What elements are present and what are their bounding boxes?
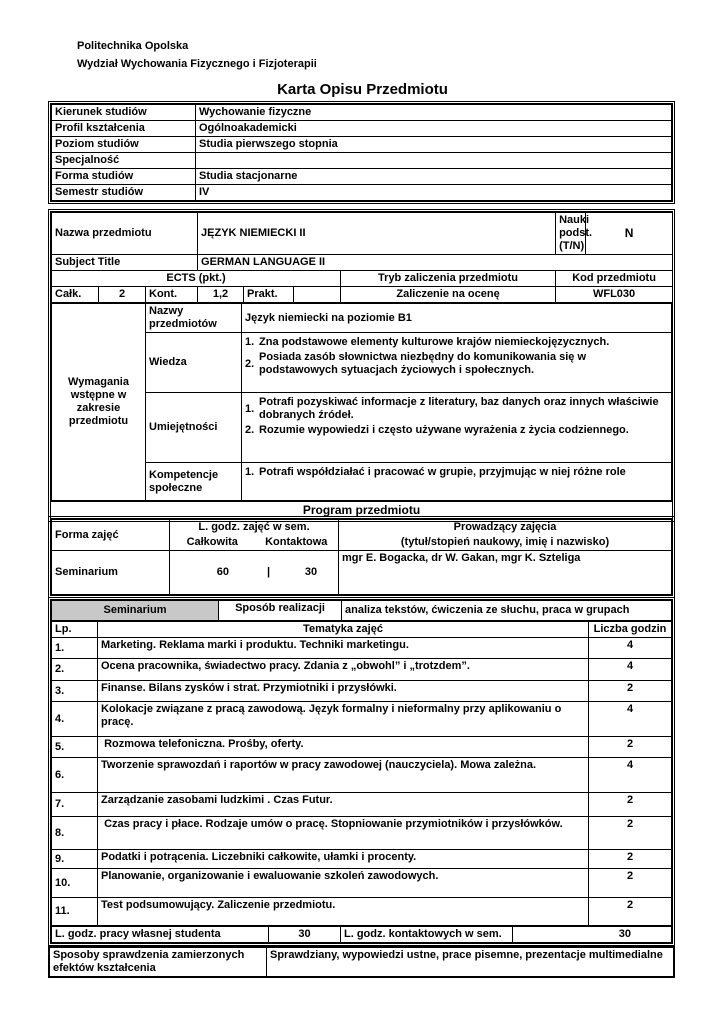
hours-label: L. godz. zajęć w sem. (170, 520, 339, 536)
hours-total-value: 60 (216, 566, 229, 578)
prereq-item-text: Zna podstawowe elementy kulturowe krajów niemieckojęzycznych. (259, 336, 610, 348)
topic-lp: 9. (52, 850, 98, 869)
document-title: Karta Opisu Przedmiotu (277, 81, 448, 98)
hours-values (170, 551, 339, 595)
topic-row (52, 898, 672, 926)
topic-text: Zarządzanie zasobami ludzkimi . Czas Futur. (98, 793, 589, 817)
skills-items (242, 393, 672, 463)
prereq-item (245, 351, 668, 377)
prereq-item-number: 2. (245, 424, 255, 436)
topic-hours: 4 (589, 659, 672, 681)
topic-lp: 1. (52, 638, 98, 659)
topic-row (52, 817, 672, 850)
assessment-table (49, 947, 674, 977)
topic-hours: 4 (589, 638, 672, 659)
basic-sciences-value: N (586, 213, 673, 255)
subject-code-label: Kod przedmiotu (556, 271, 673, 287)
topics-form: Seminarium (52, 601, 219, 621)
study-info-row (52, 121, 672, 137)
classes-frame (48, 516, 675, 598)
prereq-item-number: 1. (245, 402, 255, 415)
assessment-mode-label: Tryb zaliczenia przedmiotu (341, 271, 556, 287)
study-info-label: Profil kształcenia (52, 121, 196, 137)
prereq-item (245, 424, 668, 437)
topic-row (52, 702, 672, 737)
topic-row (52, 638, 672, 659)
assessment-mode-value: Zaliczenie na ocenę (341, 287, 556, 303)
topic-lp: 4. (52, 702, 98, 737)
prerequisites-label: Wymagania wstępne w zakresie przedmiotu (52, 304, 146, 501)
topic-text: Podatki i potrącenia. Liczebniki całkowite, ułamki i procenty. (98, 850, 589, 869)
social-competences-label: Kompetencje społeczne (146, 463, 242, 501)
prereq-item-text: Potrafi pozyskiwać informacje z literatury, baz danych oraz innych właściwie dobranych źródeł. (259, 396, 659, 421)
topic-hours: 2 (589, 850, 672, 869)
study-info-label: Specjalność (52, 153, 196, 169)
study-info-value: Studia pierwszego stopnia (196, 137, 672, 153)
topic-hours: 2 (589, 793, 672, 817)
topic-row (52, 737, 672, 758)
topic-hours: 2 (589, 737, 672, 758)
topic-hours: 2 (589, 681, 672, 702)
ects-practical-label: Prakt. (244, 287, 294, 303)
lecturers-value: mgr E. Bogacka, dr W. Gakan, mgr K. Szteliga (339, 551, 672, 595)
prereq-item-text: Posiada zasób słownictwa niezbędny do komunikowania się w podstawowych sytuacjach życiowych i społecznych. (259, 351, 587, 377)
method-label: Sposób realizacji (219, 601, 342, 621)
topic-text: Planowanie, organizowanie i ewaluowanie szkoleń zawodowych. (98, 869, 589, 898)
study-info-label: Poziom studiów (52, 137, 196, 153)
hours-contact-label: Kontaktowa (255, 535, 339, 551)
topic-lp: 5. (52, 737, 98, 758)
prereq-names-label: Nazwy przedmiotów (146, 304, 242, 333)
study-info-value: Studia stacjonarne (196, 169, 672, 185)
lecturer-sub-label: (tytuł/stopień naukowy, imię i nazwisko) (339, 535, 672, 551)
study-info-value: Ogólnoakademicki (196, 121, 672, 137)
topic-hours: 4 (589, 758, 672, 793)
prereq-item (245, 396, 668, 422)
subject-frame (48, 209, 675, 522)
topics-frame (48, 597, 675, 946)
assessment-methods-value: Sprawdziany, wypowiedzi ustne, prace pisemne, prezentacje multimedialne (267, 948, 674, 977)
topic-text: Kolokacje związane z pracą zawodową. Język formalny i nieformalny przy aplikowaniu o pracę. (98, 702, 589, 737)
topic-row (52, 681, 672, 702)
ects-total-label: Całk. (52, 287, 99, 303)
topic-text: Test podsumowujący. Zaliczenie przedmiotu. (98, 898, 589, 926)
topic-row (52, 850, 672, 869)
assessment-frame (48, 946, 675, 978)
ects-total-value: 2 (99, 287, 146, 303)
topic-row (52, 758, 672, 793)
study-info-row (52, 105, 672, 121)
prereq-item-text: Rozumie wypowiedzi i często używane wyrażenia z życia codziennego. (259, 424, 629, 436)
contact-hours-label: L. godz. kontaktowych w sem. (341, 927, 513, 943)
topic-text: Tworzenie sprawozdań i raportów w pracy zawodowej (nauczyciela). Mowa zależna. (98, 758, 589, 793)
topics-header-table (51, 600, 672, 621)
study-info-row (52, 137, 672, 153)
ects-label: ECTS (pkt.) (52, 271, 341, 287)
topic-text: Rozmowa telefoniczna. Prośby, oferty. (98, 737, 589, 758)
summary-table (51, 926, 672, 943)
hours-header: Liczba godzin (589, 622, 672, 638)
own-work-value: 30 (269, 927, 341, 943)
study-info-row (52, 185, 672, 201)
knowledge-items (242, 333, 672, 393)
subject-name-value: JĘZYK NIEMIECKI II (198, 213, 556, 255)
topic-lp: 3. (52, 681, 98, 702)
study-info-label: Forma studiów (52, 169, 196, 185)
topic-text: Ocena pracownika, świadectwo pracy. Zdania z „obwohl” i „trotzdem”. (98, 659, 589, 681)
study-info-row (52, 153, 672, 169)
topic-hours: 4 (589, 702, 672, 737)
ects-practical-value (294, 287, 341, 303)
contact-hours-value: 30 (513, 927, 672, 943)
topic-lp: 8. (52, 817, 98, 850)
study-info-value (196, 153, 672, 169)
prereq-item-number: 2. (245, 357, 255, 370)
study-info-table (51, 104, 672, 201)
knowledge-label: Wiedza (146, 333, 242, 393)
subject-table (51, 212, 673, 303)
subject-code-value: WFL030 (556, 287, 673, 303)
study-info-frame (48, 101, 675, 204)
lecturer-label: Prowadzący zajęcia (339, 520, 672, 536)
topic-lp: 11. (52, 898, 98, 926)
topic-lp: 7. (52, 793, 98, 817)
faculty-name: Wydział Wychowania Fizycznego i Fizjoterapii (77, 58, 317, 70)
skills-label: Umiejętności (146, 393, 242, 463)
form-value: Seminarium (52, 551, 170, 595)
classes-table (51, 519, 672, 595)
topic-text: Czas pracy i płace. Rodzaje umów o pracę. Stopniowanie przymiotników i przysłówków. (98, 817, 589, 850)
study-info-value: Wychowanie fizyczne (196, 105, 672, 121)
prereq-item (245, 466, 668, 479)
prereq-item-text: Potrafi współdziałać i pracować w grupie, przyjmując w niej różne role (259, 466, 626, 478)
subject-name-label: Nazwa przedmiotu (52, 213, 198, 255)
hours-separator: | (266, 566, 271, 578)
topic-lp: 10. (52, 869, 98, 898)
study-info-row (52, 169, 672, 185)
topic-header: Tematyka zajęć (98, 622, 589, 638)
social-competences-items (242, 463, 672, 501)
topic-lp: 6. (52, 758, 98, 793)
lp-header: Lp. (52, 622, 98, 638)
topic-text: Finanse. Bilans zysków i strat. Przymiotniki i przysłówki. (98, 681, 589, 702)
assessment-methods-label: Sposoby sprawdzenia zamierzonych efektów kształcenia (50, 948, 267, 977)
ects-contact-value: 1,2 (198, 287, 244, 303)
ects-contact-label: Kont. (146, 287, 198, 303)
hours-contact-value: 30 (304, 566, 318, 578)
topic-row (52, 793, 672, 817)
topic-hours: 2 (589, 817, 672, 850)
own-work-label: L. godz. pracy własnej studenta (52, 927, 269, 943)
subject-title-value: GERMAN LANGUAGE II (198, 255, 673, 271)
university-name: Politechnika Opolska (77, 40, 189, 52)
topic-text: Marketing. Reklama marki i produktu. Techniki marketingu. (98, 638, 589, 659)
topic-hours: 2 (589, 898, 672, 926)
topic-hours: 2 (589, 869, 672, 898)
topic-row (52, 869, 672, 898)
study-info-label: Kierunek studiów (52, 105, 196, 121)
subject-title-label: Subject Title (52, 255, 198, 271)
study-info-value: IV (196, 185, 672, 201)
prereq-item (245, 336, 668, 349)
basic-sciences-label: Nauki podst. (T/N) (556, 213, 586, 255)
prereq-item-number: 1. (245, 466, 255, 478)
hours-total-label: Całkowita (170, 535, 255, 551)
prereq-names-value: Język niemiecki na poziomie B1 (242, 304, 672, 333)
topic-row (52, 659, 672, 681)
prerequisites-table (51, 303, 672, 501)
program-heading: Program przedmiotu (51, 501, 672, 519)
topics-table (51, 621, 672, 926)
study-info-label: Semestr studiów (52, 185, 196, 201)
form-label: Forma zajęć (52, 520, 170, 551)
topic-lp: 2. (52, 659, 98, 681)
method-value: analiza tekstów, ćwiczenia ze słuchu, praca w grupach (342, 601, 672, 621)
prereq-item-number: 1. (245, 336, 255, 348)
